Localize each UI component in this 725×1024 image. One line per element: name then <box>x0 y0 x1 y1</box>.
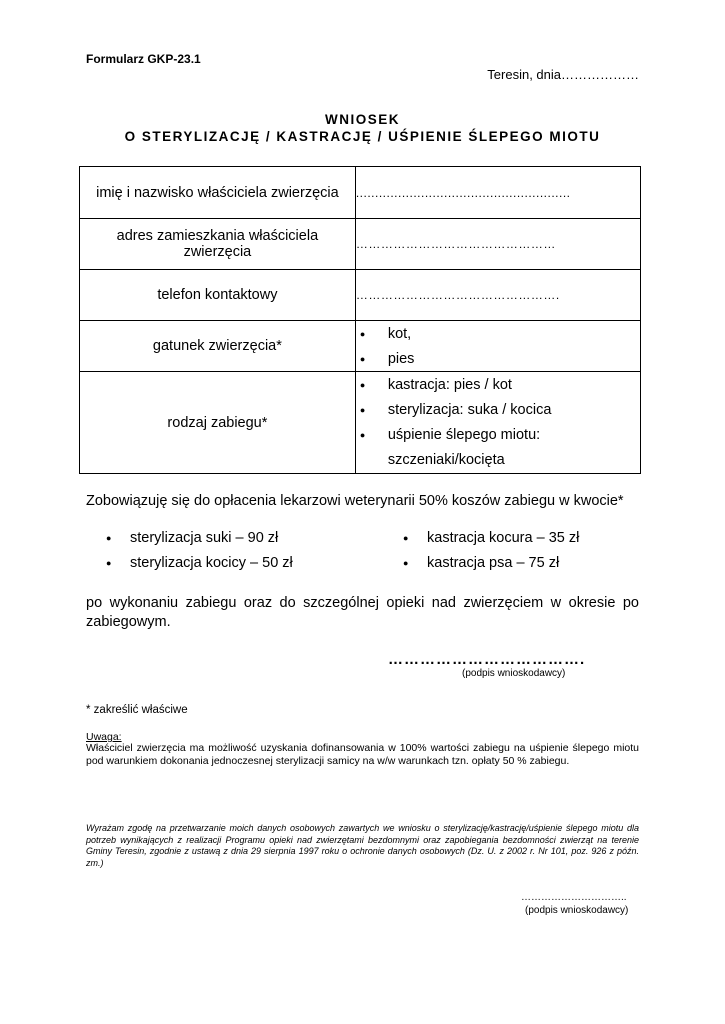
list-item <box>86 550 386 575</box>
phone-field[interactable] <box>355 270 640 321</box>
address-label-line2: zwierzęcia <box>183 244 252 260</box>
bullet-icon: ● <box>106 532 112 543</box>
fee-label: kastracja psa – 75 zł <box>427 554 560 571</box>
note-text: Właściciel zwierzęcia ma możliwość uzyskania dofinansowania w 100% wartości zabiegu na uśpienie ślepego miotu pod warunkiem dokonania jednoczesnej sterylizacji samicy na w/w warunkach tzn. opłaty 50 % zabiegu. <box>86 742 639 767</box>
procedure-option-label: szczeniaki/kocięta <box>387 452 505 468</box>
owner-name-field[interactable] <box>355 167 640 219</box>
commitment-text: Zobowiązuję się do opłacenia lekarzowi weterynarii 50% koszów zabiegu w kwocie* <box>86 493 624 509</box>
phone-label: telefon kontaktowy <box>80 270 356 321</box>
consent-text: Wyrażam zgodę na przetwarzanie moich danych osobowych zawartych we wniosku o sterylizację/kastrację/uśpienie ślepego miotu dla potrzeb wynikających z realizacji Programu opieki nad zwierzętami bezdomnymi oraz zapobiegania bezdomności zwierząt na terenie Gminy Teresin, zgodnie z ustawą z dnia 29 sierpnia 1997 roku o ochronie danych osobowych (Dz. U. z 2002 r. Nr 101, poz. 926 z późn. zm.) <box>86 823 639 868</box>
address-field[interactable] <box>355 219 640 270</box>
place-date: Teresin, dnia……………… <box>487 67 639 82</box>
footnote: * zakreślić właściwe <box>86 704 188 716</box>
procedure-option-label: uśpienie ślepego miotu: <box>387 427 541 443</box>
fee-list-right <box>383 525 639 575</box>
signature-line[interactable]: ………………………………. <box>388 651 586 668</box>
species-option-dog[interactable] <box>356 346 640 371</box>
address-value: ………………………………………… <box>355 237 556 251</box>
procedure-option-euthanasia[interactable] <box>356 423 640 448</box>
procedure-option-label: kastracja: pies / kot <box>387 377 512 393</box>
signature-label-2: (podpis wnioskodawcy) <box>525 905 629 916</box>
procedure-option-continuation <box>356 448 640 473</box>
fee-label: sterylizacja kocicy – 50 zł <box>130 554 293 571</box>
bullet-icon: ● <box>359 430 366 440</box>
fee-label: kastracja kocura – 35 zł <box>427 529 580 546</box>
address-label-line1: adres zamieszkania właściciela <box>116 228 319 244</box>
signature-line-2[interactable]: ………………………….. <box>521 892 627 903</box>
procedure-option-label: sterylizacja: suka / kocica <box>387 402 552 418</box>
procedure-options <box>355 372 640 474</box>
document-subtitle: O STERYLIZACJĘ / KASTRACJĘ / UŚPIENIE ŚLEPEGO MIOTU <box>124 129 601 144</box>
table-row <box>80 321 641 372</box>
form-id: Formularz GKP-23.1 <box>86 52 201 66</box>
bullet-icon: ● <box>359 353 366 364</box>
bullet-icon: ● <box>403 557 409 568</box>
species-option-cat[interactable] <box>356 321 640 346</box>
bullet-icon: ● <box>359 328 366 339</box>
species-options <box>355 321 640 372</box>
procedure-option-sterilization[interactable] <box>356 398 640 423</box>
table-row <box>80 270 641 321</box>
signature-label: (podpis wnioskodawcy) <box>462 668 566 679</box>
list-item <box>86 525 386 550</box>
application-table <box>79 166 641 474</box>
bullet-icon: ● <box>359 405 366 415</box>
address-label <box>80 219 356 270</box>
list-item <box>383 550 639 575</box>
species-option-label: pies <box>387 350 415 367</box>
fee-label: sterylizacja suki – 90 zł <box>130 529 279 546</box>
bullet-icon: ● <box>106 557 112 568</box>
fee-list-left <box>86 525 386 575</box>
note-heading: Uwaga: <box>86 731 122 743</box>
table-row <box>80 219 641 270</box>
owner-name-value: ........................................................ <box>355 185 571 200</box>
table-row <box>80 167 641 219</box>
list-item <box>383 525 639 550</box>
bullet-icon: ● <box>359 380 366 390</box>
phone-value: …………………………………………. <box>355 288 560 302</box>
document-title: WNIOSEK <box>324 112 400 127</box>
owner-name-label: imię i nazwisko właściciela zwierzęcia <box>80 167 356 219</box>
species-label: gatunek zwierzęcia* <box>80 321 356 372</box>
aftercare-text: po wykonaniu zabiegu oraz do szczególnej opieki nad zwierzęciem w okresie po zabiegowym. <box>86 595 639 630</box>
procedure-label: rodzaj zabiegu* <box>80 372 356 474</box>
species-option-label: kot, <box>387 325 412 342</box>
bullet-icon: ● <box>403 532 409 543</box>
table-row <box>80 372 641 474</box>
procedure-option-castration[interactable] <box>356 373 640 398</box>
